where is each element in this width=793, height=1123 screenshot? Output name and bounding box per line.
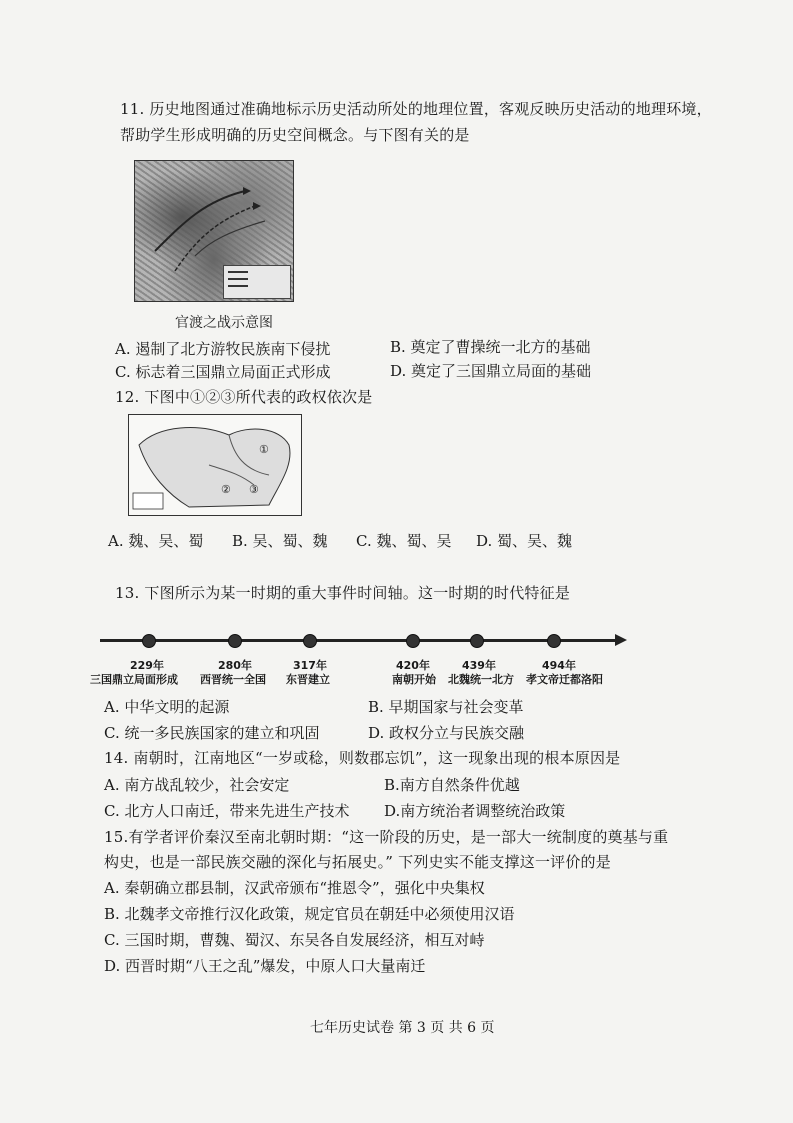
q15-stem-line2: 构史，也是一部民族交融的深化与拓展史。” 下列史实不能支撑这一评价的是 xyxy=(104,853,611,871)
q11-stem-line2: 帮助学生形成明确的历史空间概念。与下图有关的是 xyxy=(120,126,470,144)
timeline-event: 东晋建立 xyxy=(286,673,330,686)
three-kingdoms-map xyxy=(128,414,302,516)
timeline-dot xyxy=(406,634,420,648)
timeline-year: 439年 xyxy=(462,659,496,672)
timeline-axis xyxy=(100,639,620,642)
timeline-year: 229年 xyxy=(130,659,164,672)
q15-option-a[interactable]: A. 秦朝确立郡县制，汉武帝颁布“推恩令”，强化中央集权 xyxy=(104,879,485,897)
q12-option-b[interactable]: B. 吴、蜀、魏 xyxy=(232,532,328,550)
timeline-dot xyxy=(142,634,156,648)
timeline-year: 317年 xyxy=(293,659,327,672)
q15-option-b[interactable]: B. 北魏孝文帝推行汉化政策，规定官员在朝廷中必须使用汉语 xyxy=(104,905,515,923)
timeline-event: 孝文帝迁都洛阳 xyxy=(526,673,603,686)
q13-stem: 13. 下图所示为某一时期的重大事件时间轴。这一时期的时代特征是 xyxy=(115,584,571,602)
q14-stem: 14. 南朝时，江南地区“一岁或稔，则数郡忘饥”，这一现象出现的根本原因是 xyxy=(104,749,621,767)
q12-stem: 12. 下图中①②③所代表的政权依次是 xyxy=(115,388,373,406)
q12-option-c[interactable]: C. 魏、蜀、吴 xyxy=(356,532,452,550)
event-timeline xyxy=(90,625,650,686)
timeline-dot xyxy=(470,634,484,648)
q14-option-b[interactable]: B.南方自然条件优越 xyxy=(384,776,520,794)
q14-option-c[interactable]: C. 北方人口南迁，带来先进生产技术 xyxy=(104,802,350,820)
timeline-event: 南朝开始 xyxy=(392,673,436,686)
timeline-year: 280年 xyxy=(218,659,252,672)
timeline-event: 西晋统一全国 xyxy=(200,673,266,686)
q11-option-c[interactable]: C. 标志着三国鼎立局面正式形成 xyxy=(115,363,331,381)
q14-option-a[interactable]: A. 南方战乱较少，社会安定 xyxy=(104,776,290,794)
q12-option-d[interactable]: D. 蜀、吴、魏 xyxy=(476,532,573,550)
timeline-event: 三国鼎立局面形成 xyxy=(90,673,178,686)
timeline-dot xyxy=(228,634,242,648)
q13-option-d[interactable]: D. 政权分立与民族交融 xyxy=(368,724,525,742)
timeline-year: 420年 xyxy=(396,659,430,672)
map-mark-1: ① xyxy=(259,443,269,456)
q11-option-a[interactable]: A. 遏制了北方游牧民族南下侵扰 xyxy=(115,340,331,358)
q13-option-b[interactable]: B. 早期国家与社会变革 xyxy=(368,698,524,716)
q11-option-d[interactable]: D. 奠定了三国鼎立局面的基础 xyxy=(390,362,592,380)
q13-option-a[interactable]: A. 中华文明的起源 xyxy=(104,698,230,716)
q14-option-d[interactable]: D.南方统治者调整统治政策 xyxy=(384,802,566,820)
q15-stem-line1: 15.有学者评价秦汉至南北朝时期：“这一阶段的历史，是一部大一统制度的奠基与重 xyxy=(104,828,669,846)
timeline-dot xyxy=(547,634,561,648)
q15-option-c[interactable]: C. 三国时期，曹魏、蜀汉、东吴各自发展经济，相互对峙 xyxy=(104,931,485,949)
map-mark-3: ③ xyxy=(249,483,259,496)
timeline-arrow-icon xyxy=(615,634,627,646)
timeline-event: 北魏统一北方 xyxy=(448,673,514,686)
china-outline-icon xyxy=(129,415,301,515)
q11-stem-line1: 11. 历史地图通过准确地标示历史活动所处的地理位置，客观反映历史活动的地理环境， xyxy=(120,100,712,118)
q11-map-caption: 官渡之战示意图 xyxy=(175,315,273,331)
page-footer: 七年历史试卷 第 3 页 共 6 页 xyxy=(310,1020,495,1036)
map-mark-2: ② xyxy=(221,483,231,496)
guandu-battle-map xyxy=(134,160,294,302)
q11-option-b[interactable]: B. 奠定了曹操统一北方的基础 xyxy=(390,338,591,356)
map-legend xyxy=(223,265,291,299)
q15-option-d[interactable]: D. 西晋时期“八王之乱”爆发，中原人口大量南迁 xyxy=(104,957,426,975)
timeline-year: 494年 xyxy=(542,659,576,672)
q12-option-a[interactable]: A. 魏、吴、蜀 xyxy=(108,532,204,550)
timeline-dot xyxy=(303,634,317,648)
q13-option-c[interactable]: C. 统一多民族国家的建立和巩固 xyxy=(104,724,320,742)
